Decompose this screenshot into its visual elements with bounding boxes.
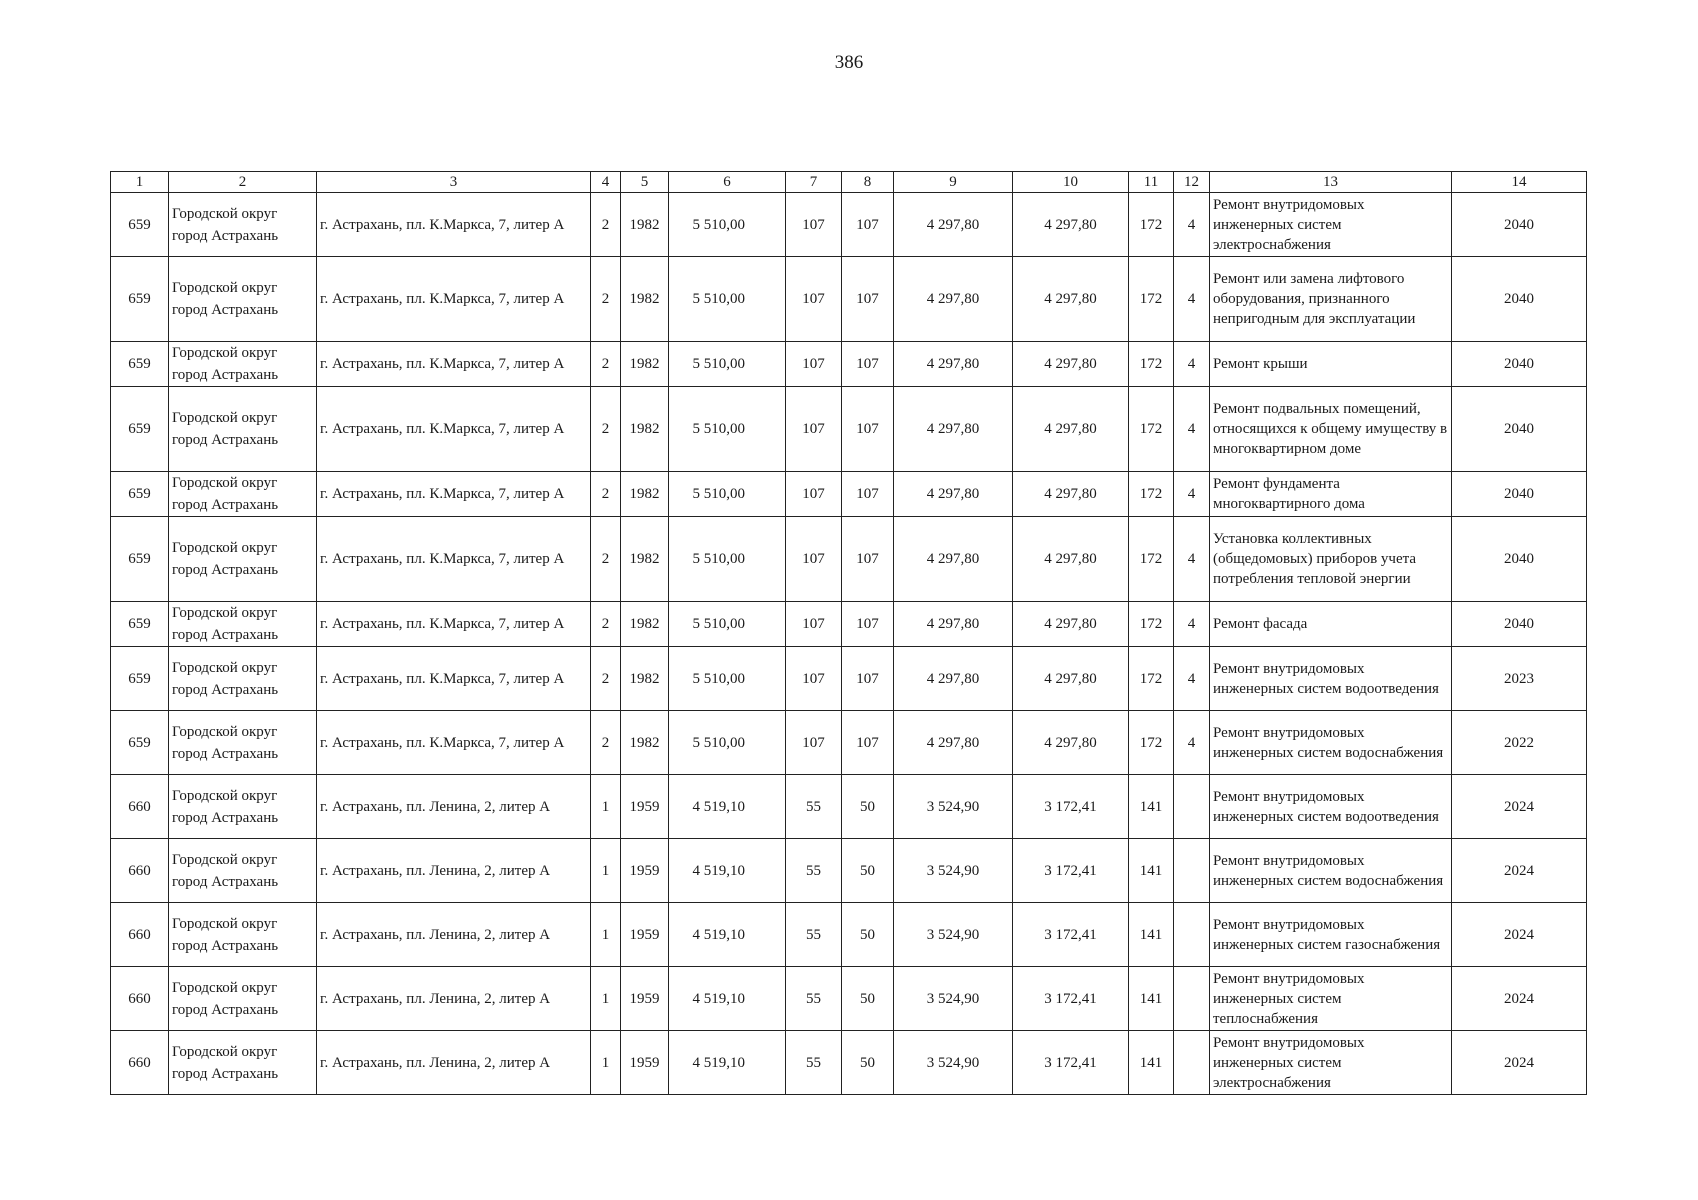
column-header: 5: [621, 172, 669, 193]
cell-plan-year: 2024: [1452, 967, 1587, 1031]
cell-col12: [1174, 903, 1210, 967]
cell-row-number: 659: [111, 472, 169, 517]
cell-apartments-residential: 50: [842, 1031, 894, 1095]
cell-floors: 2: [591, 647, 621, 711]
cell-residents: 172: [1129, 257, 1174, 342]
cell-apartments-residential: 107: [842, 342, 894, 387]
cell-area-premises: 3 524,90: [894, 1031, 1013, 1095]
table-row: [111, 903, 1587, 967]
cell-municipality: Городской округ город Астрахань: [169, 387, 317, 472]
cell-area-premises: 4 297,80: [894, 472, 1013, 517]
cell-area-residential: 4 297,80: [1013, 387, 1129, 472]
cell-area-residential: 4 297,80: [1013, 193, 1129, 257]
cell-residents: 141: [1129, 967, 1174, 1031]
cell-apartments-total: 55: [786, 775, 842, 839]
cell-plan-year: 2040: [1452, 602, 1587, 647]
cell-residents: 141: [1129, 775, 1174, 839]
column-header: 8: [842, 172, 894, 193]
cell-col12: 4: [1174, 647, 1210, 711]
cell-apartments-total: 55: [786, 967, 842, 1031]
cell-row-number: 659: [111, 193, 169, 257]
cell-year: 1959: [621, 903, 669, 967]
cell-apartments-residential: 107: [842, 193, 894, 257]
table-row: [111, 647, 1587, 711]
cell-total-area: 5 510,00: [669, 517, 786, 602]
cell-total-area: 4 519,10: [669, 839, 786, 903]
cell-year: 1982: [621, 342, 669, 387]
cell-area-residential: 3 172,41: [1013, 839, 1129, 903]
cell-municipality: Городской округ город Астрахань: [169, 472, 317, 517]
cell-plan-year: 2024: [1452, 1031, 1587, 1095]
cell-area-premises: 4 297,80: [894, 342, 1013, 387]
cell-apartments-total: 107: [786, 711, 842, 775]
table-row: [111, 193, 1587, 257]
cell-municipality: Городской округ город Астрахань: [169, 342, 317, 387]
cell-address: г. Астрахань, пл. К.Маркса, 7, литер А: [317, 711, 591, 775]
column-header: 7: [786, 172, 842, 193]
cell-row-number: 660: [111, 903, 169, 967]
cell-row-number: 659: [111, 647, 169, 711]
cell-residents: 141: [1129, 1031, 1174, 1095]
cell-work-type: Ремонт внутридомовых инженерных систем электроснабжения: [1210, 193, 1452, 257]
cell-address: г. Астрахань, пл. К.Маркса, 7, литер А: [317, 602, 591, 647]
cell-total-area: 5 510,00: [669, 472, 786, 517]
table-row: [111, 342, 1587, 387]
cell-address: г. Астрахань, пл. К.Маркса, 7, литер А: [317, 193, 591, 257]
cell-plan-year: 2040: [1452, 257, 1587, 342]
cell-apartments-total: 55: [786, 1031, 842, 1095]
cell-area-residential: 4 297,80: [1013, 342, 1129, 387]
cell-row-number: 659: [111, 517, 169, 602]
table-row: [111, 775, 1587, 839]
cell-floors: 2: [591, 387, 621, 472]
cell-area-residential: 4 297,80: [1013, 472, 1129, 517]
cell-residents: 172: [1129, 602, 1174, 647]
page-number: 386: [834, 52, 864, 73]
cell-floors: 2: [591, 602, 621, 647]
cell-floors: 1: [591, 967, 621, 1031]
table-row: [111, 839, 1587, 903]
cell-col12: 4: [1174, 472, 1210, 517]
cell-address: г. Астрахань, пл. Ленина, 2, литер А: [317, 967, 591, 1031]
cell-apartments-residential: 107: [842, 387, 894, 472]
cell-year: 1982: [621, 257, 669, 342]
cell-area-premises: 3 524,90: [894, 903, 1013, 967]
cell-apartments-total: 107: [786, 472, 842, 517]
cell-row-number: 660: [111, 839, 169, 903]
cell-municipality: Городской округ город Астрахань: [169, 602, 317, 647]
cell-total-area: 5 510,00: [669, 193, 786, 257]
cell-col12: [1174, 967, 1210, 1031]
cell-col12: 4: [1174, 387, 1210, 472]
cell-year: 1982: [621, 193, 669, 257]
cell-area-premises: 4 297,80: [894, 517, 1013, 602]
cell-area-premises: 3 524,90: [894, 775, 1013, 839]
table-row: [111, 711, 1587, 775]
cell-row-number: 660: [111, 775, 169, 839]
cell-apartments-residential: 107: [842, 472, 894, 517]
cell-apartments-residential: 107: [842, 257, 894, 342]
cell-plan-year: 2040: [1452, 387, 1587, 472]
cell-floors: 2: [591, 517, 621, 602]
cell-work-type: Ремонт внутридомовых инженерных систем газоснабжения: [1210, 903, 1452, 967]
cell-floors: 2: [591, 711, 621, 775]
column-header: 6: [669, 172, 786, 193]
cell-address: г. Астрахань, пл. Ленина, 2, литер А: [317, 1031, 591, 1095]
cell-row-number: 659: [111, 342, 169, 387]
cell-area-residential: 3 172,41: [1013, 967, 1129, 1031]
header-row: [111, 172, 1587, 193]
cell-year: 1959: [621, 775, 669, 839]
cell-municipality: Городской округ город Астрахань: [169, 647, 317, 711]
cell-work-type: Ремонт внутридомовых инженерных систем теплоснабжения: [1210, 967, 1452, 1031]
cell-total-area: 4 519,10: [669, 1031, 786, 1095]
column-header: 13: [1210, 172, 1452, 193]
cell-year: 1982: [621, 647, 669, 711]
cell-total-area: 5 510,00: [669, 342, 786, 387]
cell-row-number: 659: [111, 711, 169, 775]
cell-apartments-total: 107: [786, 517, 842, 602]
cell-floors: 2: [591, 342, 621, 387]
table-body: [111, 193, 1587, 1095]
cell-total-area: 5 510,00: [669, 711, 786, 775]
data-table: [110, 171, 1587, 1095]
cell-address: г. Астрахань, пл. К.Маркса, 7, литер А: [317, 342, 591, 387]
cell-work-type: Ремонт фасада: [1210, 602, 1452, 647]
cell-apartments-total: 107: [786, 647, 842, 711]
cell-work-type: Ремонт или замена лифтового оборудования, признанного непригодным для эксплуатации: [1210, 257, 1452, 342]
cell-address: г. Астрахань, пл. К.Маркса, 7, литер А: [317, 387, 591, 472]
cell-plan-year: 2024: [1452, 839, 1587, 903]
cell-year: 1982: [621, 472, 669, 517]
cell-apartments-residential: 107: [842, 517, 894, 602]
cell-area-residential: 4 297,80: [1013, 257, 1129, 342]
column-header: 12: [1174, 172, 1210, 193]
cell-total-area: 4 519,10: [669, 903, 786, 967]
column-header: 2: [169, 172, 317, 193]
cell-floors: 1: [591, 903, 621, 967]
cell-apartments-total: 107: [786, 193, 842, 257]
column-header: 3: [317, 172, 591, 193]
cell-total-area: 4 519,10: [669, 967, 786, 1031]
cell-area-premises: 4 297,80: [894, 193, 1013, 257]
cell-year: 1982: [621, 602, 669, 647]
cell-apartments-residential: 50: [842, 903, 894, 967]
cell-row-number: 659: [111, 387, 169, 472]
cell-municipality: Городской округ город Астрахань: [169, 711, 317, 775]
cell-work-type: Установка коллективных (общедомовых) приборов учета потребления тепловой энергии: [1210, 517, 1452, 602]
cell-total-area: 5 510,00: [669, 257, 786, 342]
cell-col12: 4: [1174, 517, 1210, 602]
cell-address: г. Астрахань, пл. К.Маркса, 7, литер А: [317, 647, 591, 711]
cell-floors: 2: [591, 257, 621, 342]
cell-row-number: 660: [111, 967, 169, 1031]
cell-plan-year: 2040: [1452, 342, 1587, 387]
cell-area-residential: 4 297,80: [1013, 711, 1129, 775]
cell-apartments-total: 107: [786, 257, 842, 342]
cell-area-premises: 4 297,80: [894, 647, 1013, 711]
cell-total-area: 5 510,00: [669, 387, 786, 472]
cell-area-residential: 3 172,41: [1013, 1031, 1129, 1095]
column-header: 10: [1013, 172, 1129, 193]
cell-work-type: Ремонт фундамента многоквартирного дома: [1210, 472, 1452, 517]
cell-apartments-residential: 50: [842, 839, 894, 903]
cell-col12: 4: [1174, 711, 1210, 775]
cell-residents: 172: [1129, 711, 1174, 775]
table-row: [111, 1031, 1587, 1095]
cell-work-type: Ремонт подвальных помещений, относящихся к общему имуществу в многоквартирном доме: [1210, 387, 1452, 472]
cell-col12: 4: [1174, 257, 1210, 342]
cell-area-premises: 4 297,80: [894, 602, 1013, 647]
cell-floors: 1: [591, 839, 621, 903]
cell-residents: 172: [1129, 193, 1174, 257]
cell-work-type: Ремонт крыши: [1210, 342, 1452, 387]
cell-plan-year: 2024: [1452, 903, 1587, 967]
cell-year: 1982: [621, 387, 669, 472]
cell-area-residential: 4 297,80: [1013, 647, 1129, 711]
cell-plan-year: 2040: [1452, 193, 1587, 257]
cell-col12: [1174, 839, 1210, 903]
table-row: [111, 967, 1587, 1031]
cell-apartments-residential: 50: [842, 967, 894, 1031]
cell-floors: 1: [591, 1031, 621, 1095]
cell-apartments-residential: 107: [842, 647, 894, 711]
cell-year: 1959: [621, 839, 669, 903]
cell-address: г. Астрахань, пл. Ленина, 2, литер А: [317, 839, 591, 903]
cell-area-residential: 3 172,41: [1013, 903, 1129, 967]
cell-apartments-total: 55: [786, 903, 842, 967]
cell-municipality: Городской округ город Астрахань: [169, 967, 317, 1031]
cell-area-premises: 3 524,90: [894, 839, 1013, 903]
cell-residents: 172: [1129, 472, 1174, 517]
cell-apartments-total: 107: [786, 342, 842, 387]
cell-residents: 172: [1129, 342, 1174, 387]
cell-col12: [1174, 1031, 1210, 1095]
cell-municipality: Городской округ город Астрахань: [169, 193, 317, 257]
column-header: 4: [591, 172, 621, 193]
cell-row-number: 659: [111, 257, 169, 342]
table-row: [111, 472, 1587, 517]
table-row: [111, 387, 1587, 472]
cell-municipality: Городской округ город Астрахань: [169, 903, 317, 967]
cell-address: г. Астрахань, пл. К.Маркса, 7, литер А: [317, 257, 591, 342]
column-header: 14: [1452, 172, 1587, 193]
cell-apartments-residential: 107: [842, 602, 894, 647]
cell-total-area: 5 510,00: [669, 647, 786, 711]
cell-area-premises: 4 297,80: [894, 387, 1013, 472]
cell-col12: 4: [1174, 602, 1210, 647]
table-row: [111, 517, 1587, 602]
cell-apartments-total: 55: [786, 839, 842, 903]
cell-residents: 172: [1129, 517, 1174, 602]
cell-work-type: Ремонт внутридомовых инженерных систем водоотведения: [1210, 775, 1452, 839]
table-row: [111, 257, 1587, 342]
cell-plan-year: 2022: [1452, 711, 1587, 775]
cell-year: 1982: [621, 711, 669, 775]
cell-apartments-total: 107: [786, 387, 842, 472]
cell-work-type: Ремонт внутридомовых инженерных систем водоснабжения: [1210, 711, 1452, 775]
cell-area-residential: 4 297,80: [1013, 602, 1129, 647]
cell-municipality: Городской округ город Астрахань: [169, 257, 317, 342]
cell-floors: 2: [591, 472, 621, 517]
cell-area-premises: 4 297,80: [894, 711, 1013, 775]
cell-col12: [1174, 775, 1210, 839]
cell-year: 1959: [621, 967, 669, 1031]
cell-plan-year: 2040: [1452, 517, 1587, 602]
cell-apartments-residential: 107: [842, 711, 894, 775]
cell-area-residential: 3 172,41: [1013, 775, 1129, 839]
table-row: [111, 602, 1587, 647]
cell-municipality: Городской округ город Астрахань: [169, 517, 317, 602]
cell-plan-year: 2023: [1452, 647, 1587, 711]
cell-plan-year: 2024: [1452, 775, 1587, 839]
cell-apartments-total: 107: [786, 602, 842, 647]
cell-col12: 4: [1174, 342, 1210, 387]
cell-total-area: 4 519,10: [669, 775, 786, 839]
column-header: 11: [1129, 172, 1174, 193]
cell-residents: 172: [1129, 387, 1174, 472]
cell-address: г. Астрахань, пл. Ленина, 2, литер А: [317, 903, 591, 967]
cell-area-premises: 3 524,90: [894, 967, 1013, 1031]
cell-apartments-residential: 50: [842, 775, 894, 839]
cell-work-type: Ремонт внутридомовых инженерных систем водоснабжения: [1210, 839, 1452, 903]
cell-address: г. Астрахань, пл. К.Маркса, 7, литер А: [317, 517, 591, 602]
cell-plan-year: 2040: [1452, 472, 1587, 517]
cell-area-premises: 4 297,80: [894, 257, 1013, 342]
cell-floors: 2: [591, 193, 621, 257]
cell-work-type: Ремонт внутридомовых инженерных систем водоотведения: [1210, 647, 1452, 711]
cell-municipality: Городской округ город Астрахань: [169, 1031, 317, 1095]
column-header: 9: [894, 172, 1013, 193]
cell-year: 1959: [621, 1031, 669, 1095]
cell-residents: 141: [1129, 839, 1174, 903]
cell-address: г. Астрахань, пл. Ленина, 2, литер А: [317, 775, 591, 839]
cell-row-number: 660: [111, 1031, 169, 1095]
column-header: 1: [111, 172, 169, 193]
cell-municipality: Городской округ город Астрахань: [169, 775, 317, 839]
cell-total-area: 5 510,00: [669, 602, 786, 647]
cell-residents: 141: [1129, 903, 1174, 967]
cell-row-number: 659: [111, 602, 169, 647]
cell-residents: 172: [1129, 647, 1174, 711]
cell-municipality: Городской округ город Астрахань: [169, 839, 317, 903]
cell-area-residential: 4 297,80: [1013, 517, 1129, 602]
cell-floors: 1: [591, 775, 621, 839]
cell-work-type: Ремонт внутридомовых инженерных систем электроснабжения: [1210, 1031, 1452, 1095]
cell-year: 1982: [621, 517, 669, 602]
cell-address: г. Астрахань, пл. К.Маркса, 7, литер А: [317, 472, 591, 517]
cell-col12: 4: [1174, 193, 1210, 257]
